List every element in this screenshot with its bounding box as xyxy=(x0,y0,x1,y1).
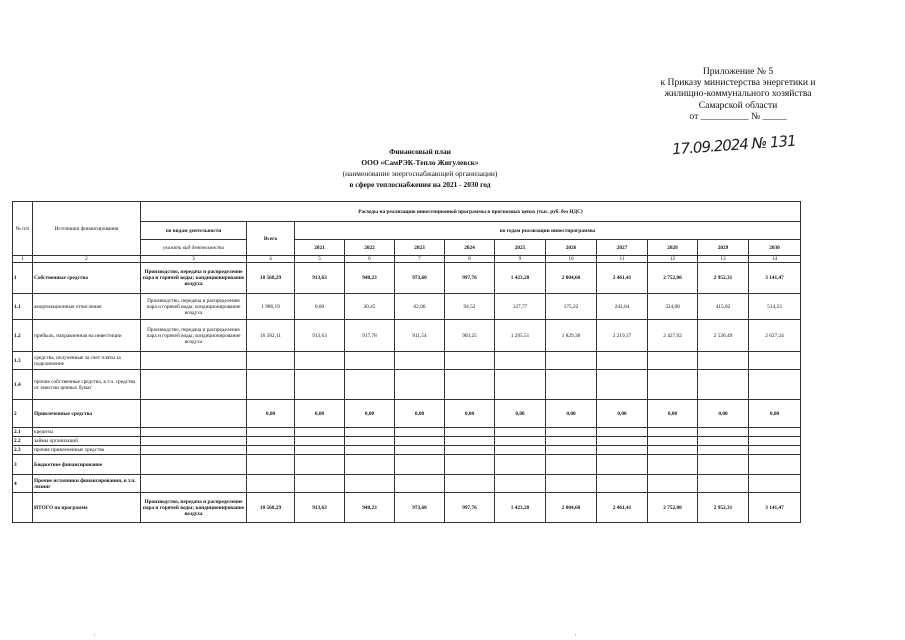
row-total: 18 568,29 xyxy=(247,263,295,294)
row-source-name: прочие привлеченные средства xyxy=(33,446,141,455)
column-number: 9 xyxy=(495,256,546,263)
row-year-value: 30,45 xyxy=(345,294,395,320)
row-year-value: 0,00 xyxy=(749,400,801,428)
row-total: 16 582,11 xyxy=(247,320,295,352)
row-year-value: 973,60 xyxy=(395,493,445,523)
row-year-value xyxy=(395,370,445,400)
row-total xyxy=(247,437,295,446)
row-year-value: 2 004,60 xyxy=(546,263,597,294)
row-year-value: 1 829,38 xyxy=(546,320,597,352)
row-activity: Производство, передача и распределение пара и горячей воды; кондиционирование воздуха xyxy=(141,493,247,523)
row-year-value xyxy=(395,428,445,437)
row-source-name: прочие собственные средства, в т.ч. средства от эмиссии ценных бумаг xyxy=(33,370,141,400)
row-source-name: Собственные средства xyxy=(33,263,141,294)
row-year-value: 913,63 xyxy=(295,320,345,352)
row-year-value xyxy=(495,428,546,437)
row-year-value xyxy=(749,437,801,446)
row-year-value xyxy=(648,455,698,475)
row-number: 2.1 xyxy=(13,428,33,437)
row-number: 1.2 xyxy=(13,320,33,352)
row-year-value xyxy=(295,455,345,475)
row-year-value xyxy=(546,428,597,437)
row-year-value: 0,00 xyxy=(295,400,345,428)
row-year-value xyxy=(395,446,445,455)
row-total: 1 986,19 xyxy=(247,294,295,320)
row-year-value: 2 427,92 xyxy=(648,320,698,352)
row-year-value xyxy=(445,446,495,455)
column-number: 3 xyxy=(141,256,247,263)
column-number: 6 xyxy=(345,256,395,263)
row-year-value: 127,77 xyxy=(495,294,546,320)
row-year-value: 0,00 xyxy=(295,294,345,320)
table-row xyxy=(13,263,801,294)
row-total xyxy=(247,428,295,437)
row-year-value: 324,08 xyxy=(648,294,698,320)
row-year-value xyxy=(345,352,395,370)
table-row xyxy=(13,493,801,523)
row-year-value: 2 627,24 xyxy=(749,320,801,352)
row-number: 1.4 xyxy=(13,370,33,400)
row-activity: Производство, передача и распределение пара и горячей воды; кондиционирование воздуха xyxy=(141,263,247,294)
row-year-value: 0,00 xyxy=(648,400,698,428)
row-year-value: 948,23 xyxy=(345,493,395,523)
column-number: 4 xyxy=(247,256,295,263)
row-source-name: Привлеченные средства xyxy=(33,400,141,428)
row-year-value: 0,00 xyxy=(445,400,495,428)
row-activity xyxy=(141,352,247,370)
table-row xyxy=(13,294,801,320)
row-year-value xyxy=(648,352,698,370)
table-row xyxy=(13,455,801,475)
table-row xyxy=(13,400,801,428)
row-year-value xyxy=(295,428,345,437)
header-by-years: по годам реализации инвестпрограммы xyxy=(295,222,801,240)
row-year-value xyxy=(495,352,546,370)
row-year-value: 911,54 xyxy=(395,320,445,352)
table-row xyxy=(13,475,801,493)
row-activity xyxy=(141,446,247,455)
row-year-value xyxy=(445,437,495,446)
document-header xyxy=(300,146,540,190)
row-year-value xyxy=(648,370,698,400)
header-year: 2023 xyxy=(395,240,445,256)
row-year-value xyxy=(495,455,546,475)
header-num: № п/п xyxy=(13,202,33,256)
row-activity xyxy=(141,475,247,493)
row-year-value xyxy=(295,352,345,370)
row-year-value: 514,23 xyxy=(749,294,801,320)
row-year-value xyxy=(345,428,395,437)
row-source-name: Бюджетное финансирование xyxy=(33,455,141,475)
row-year-value: 415,82 xyxy=(698,294,749,320)
column-number: 2 xyxy=(33,256,141,263)
row-total xyxy=(247,446,295,455)
table-row xyxy=(13,437,801,446)
row-year-value: 3 141,47 xyxy=(749,263,801,294)
row-year-value xyxy=(698,428,749,437)
row-source-name: займы организаций xyxy=(33,437,141,446)
header-year: 2024 xyxy=(445,240,495,256)
row-year-value xyxy=(546,437,597,446)
row-year-value xyxy=(546,475,597,493)
column-number: 1 xyxy=(13,256,33,263)
row-number: 2.2 xyxy=(13,437,33,446)
row-number: 1 xyxy=(13,263,33,294)
table-row xyxy=(13,352,801,370)
row-year-value: 175,22 xyxy=(546,294,597,320)
financial-plan-table xyxy=(12,201,801,523)
row-year-value xyxy=(698,475,749,493)
row-year-value xyxy=(648,428,698,437)
row-activity xyxy=(141,455,247,475)
row-year-value: 1 295,51 xyxy=(495,320,546,352)
row-year-value: 0,00 xyxy=(495,400,546,428)
row-year-value xyxy=(395,455,445,475)
row-source-name: амортизационные отчисления xyxy=(33,294,141,320)
row-year-value xyxy=(495,370,546,400)
row-activity xyxy=(141,370,247,400)
row-year-value xyxy=(648,475,698,493)
row-year-value: 913,63 xyxy=(295,493,345,523)
row-year-value: 997,76 xyxy=(445,263,495,294)
row-year-value xyxy=(597,455,648,475)
row-year-value xyxy=(597,475,648,493)
row-year-value: 2 461,41 xyxy=(597,493,648,523)
row-year-value: 0,00 xyxy=(597,400,648,428)
row-year-value: 2 461,41 xyxy=(597,263,648,294)
row-year-value xyxy=(546,370,597,400)
row-year-value: 2 219,37 xyxy=(597,320,648,352)
appendix-line: Приложение № 5 xyxy=(702,66,774,77)
row-year-value: 2 752,00 xyxy=(648,493,698,523)
row-year-value: 242,04 xyxy=(597,294,648,320)
document-title: Финансовый план xyxy=(389,147,451,156)
row-year-value: 948,23 xyxy=(345,263,395,294)
header-total: Всего xyxy=(247,222,295,256)
row-year-value: 3 141,47 xyxy=(749,493,801,523)
row-year-value: 94,52 xyxy=(445,294,495,320)
row-year-value xyxy=(345,437,395,446)
row-year-value xyxy=(698,352,749,370)
row-year-value xyxy=(395,352,445,370)
row-year-value xyxy=(648,446,698,455)
organization-note: (наименование энергоснабжающей организации) xyxy=(342,169,498,178)
row-year-value xyxy=(648,437,698,446)
row-number: 4 xyxy=(13,475,33,493)
row-year-value xyxy=(395,475,445,493)
row-year-value xyxy=(749,352,801,370)
row-year-value: 973,60 xyxy=(395,263,445,294)
row-year-value xyxy=(597,428,648,437)
scan-mark: · xyxy=(574,631,577,640)
row-activity: Производство, передача и распределение пара и горячей воды; кондиционирование воздуха xyxy=(141,320,247,352)
header-source: Источники финансирования xyxy=(33,202,141,256)
row-activity xyxy=(141,400,247,428)
row-year-value xyxy=(749,370,801,400)
row-number: 1.1 xyxy=(13,294,33,320)
row-source-name: Прочие источники финансирования, в т.ч. лизинг xyxy=(33,475,141,493)
row-year-value xyxy=(495,437,546,446)
row-activity xyxy=(141,428,247,437)
row-year-value xyxy=(749,475,801,493)
row-year-value: 1 423,28 xyxy=(495,263,546,294)
row-year-value xyxy=(698,370,749,400)
row-year-value: 0,00 xyxy=(345,400,395,428)
row-year-value xyxy=(597,370,648,400)
row-source-name: прибыль, направленная на инвестиции xyxy=(33,320,141,352)
header-by-activity: по видам деятельности xyxy=(141,222,247,240)
row-number: 2 xyxy=(13,400,33,428)
row-year-value xyxy=(546,352,597,370)
row-year-value: 0,00 xyxy=(546,400,597,428)
table-row xyxy=(13,446,801,455)
row-year-value xyxy=(749,446,801,455)
row-number: 2.3 xyxy=(13,446,33,455)
row-year-value xyxy=(345,475,395,493)
appendix-block xyxy=(618,66,858,122)
row-year-value: 903,25 xyxy=(445,320,495,352)
row-total: 0,00 xyxy=(247,400,295,428)
row-year-value xyxy=(698,437,749,446)
row-year-value: 2 004,60 xyxy=(546,493,597,523)
header-year: 2027 xyxy=(597,240,648,256)
row-year-value xyxy=(749,428,801,437)
row-year-value: 917,78 xyxy=(345,320,395,352)
row-year-value xyxy=(295,446,345,455)
row-source-name: ИТОГО по программе xyxy=(33,493,141,523)
column-number: 8 xyxy=(445,256,495,263)
row-year-value xyxy=(345,370,395,400)
row-year-value: 0,00 xyxy=(698,400,749,428)
table-row xyxy=(13,320,801,352)
row-year-value xyxy=(445,370,495,400)
header-activity-hint: указать вид деятельности xyxy=(141,240,247,256)
table-row xyxy=(13,428,801,437)
row-year-value xyxy=(597,352,648,370)
row-source-name: средства, полученные за счет платы за подключение xyxy=(33,352,141,370)
row-year-value: 2 536,49 xyxy=(698,320,749,352)
scan-mark: · xyxy=(93,631,96,640)
table-row xyxy=(13,370,801,400)
row-number: 1.3 xyxy=(13,352,33,370)
row-year-value xyxy=(546,455,597,475)
row-source-name: кредиты xyxy=(33,428,141,437)
handwritten-date-number: 17.09.2024 № 131 xyxy=(671,131,797,159)
row-year-value: 2 752,00 xyxy=(648,263,698,294)
column-number: 5 xyxy=(295,256,345,263)
column-number: 13 xyxy=(698,256,749,263)
column-number: 14 xyxy=(749,256,801,263)
row-year-value xyxy=(295,370,345,400)
row-year-value: 997,76 xyxy=(445,493,495,523)
row-year-value xyxy=(495,446,546,455)
column-number: 10 xyxy=(546,256,597,263)
appendix-line: к Приказу министерства энергетики и xyxy=(660,77,816,89)
column-number: 7 xyxy=(395,256,445,263)
appendix-line: Самарской области xyxy=(698,99,778,111)
row-total xyxy=(247,455,295,475)
column-number: 12 xyxy=(648,256,698,263)
row-total: 18 568,29 xyxy=(247,493,295,523)
header-year: 2021 xyxy=(295,240,345,256)
row-year-value: 0,00 xyxy=(395,400,445,428)
row-year-value xyxy=(445,455,495,475)
row-year-value xyxy=(597,446,648,455)
row-activity: Производство, передача и распределение пара и горячей воды; кондиционирование воздуха xyxy=(141,294,247,320)
row-year-value xyxy=(495,475,546,493)
row-year-value xyxy=(395,437,445,446)
row-number xyxy=(13,493,33,523)
row-year-value xyxy=(345,446,395,455)
row-year-value xyxy=(345,455,395,475)
row-year-value xyxy=(295,475,345,493)
row-number: 3 xyxy=(13,455,33,475)
row-year-value xyxy=(445,352,495,370)
document-scope: в сфере теплоснабжения на 2021 - 2030 год xyxy=(349,180,491,189)
row-year-value xyxy=(749,455,801,475)
row-year-value xyxy=(698,446,749,455)
row-year-value xyxy=(445,475,495,493)
row-year-value xyxy=(698,455,749,475)
row-year-value: 2 952,31 xyxy=(698,493,749,523)
row-activity xyxy=(141,437,247,446)
row-year-value xyxy=(597,437,648,446)
header-year: 2026 xyxy=(546,240,597,256)
row-year-value: 2 952,31 xyxy=(698,263,749,294)
row-total xyxy=(247,370,295,400)
header-expenses: Расходы на реализацию инвестиционной программы в прогнозных ценах (тыс. руб. без НДС) xyxy=(141,202,801,222)
header-year: 2030 xyxy=(749,240,801,256)
organization-name: ООО «СамРЭК-Тепло Жигулевск» xyxy=(361,158,479,167)
column-number: 11 xyxy=(597,256,648,263)
row-year-value: 62,06 xyxy=(395,294,445,320)
header-year: 2022 xyxy=(345,240,395,256)
row-year-value xyxy=(295,437,345,446)
header-year: 2028 xyxy=(648,240,698,256)
row-year-value xyxy=(546,446,597,455)
header-year: 2029 xyxy=(698,240,749,256)
row-total xyxy=(247,475,295,493)
appendix-date-number: от __________ № _____ xyxy=(689,110,787,122)
appendix-line: жилищно-коммунального хозяйства xyxy=(664,88,812,100)
row-year-value xyxy=(445,428,495,437)
row-year-value: 913,63 xyxy=(295,263,345,294)
header-year: 2025 xyxy=(495,240,546,256)
row-year-value: 1 423,28 xyxy=(495,493,546,523)
row-total xyxy=(247,352,295,370)
